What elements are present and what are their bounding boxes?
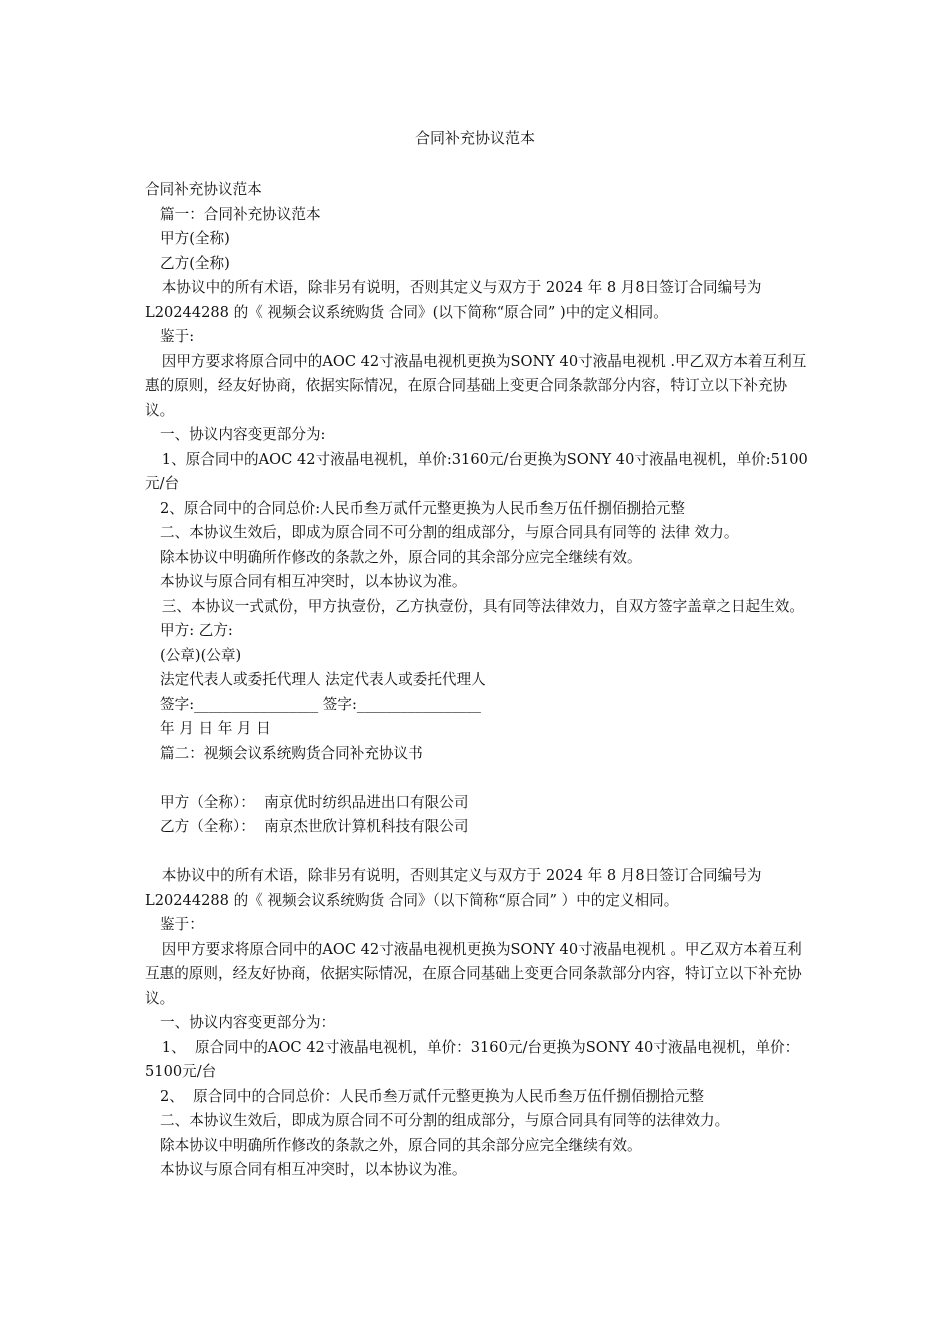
paragraph-whereas-2: 鉴于： (160, 916, 204, 933)
paragraph-heading: 合同补充协议范本 (145, 181, 262, 198)
signature-representatives: 法定代表人或委托代理人 法定代表人或委托代理人 (160, 671, 486, 688)
paragraph-definitions-2: 本协议中的所有术语，除非另有说明，否则其定义与双方于 2024 年 8 月8日签订合同编号为 L20244288 的《 视频会议系统购货 合同》（以下简称“原合同” ）中的定义相同。 (145, 867, 767, 909)
party-a-label: 甲方(全称) (160, 230, 230, 247)
clause-1-heading: 一、协议内容变更部分为: (160, 426, 326, 443)
clause-3: 三、本协议一式贰份，甲方执壹份，乙方执壹份，具有同等法律效力，自双方签字盖章之日起生效。 (161, 597, 804, 615)
clause-2-2: 二、本协议生效后，即成为原合同不可分割的组成部分，与原合同具有同等的法律效力。 (160, 1112, 730, 1129)
clause-1-item-2-2: 2、 原合同中的合同总价：人民币叁万贰仟元整更换为人民币叁万伍仟捌佰捌拾元整 (160, 1087, 704, 1105)
clause-2: 二、本协议生效后，即成为原合同不可分割的组成部分，与原合同具有同等的 法律 效力。 (160, 524, 739, 541)
clause-1-heading-2: 一、协议内容变更部分为： (160, 1014, 336, 1031)
blank-line (145, 840, 815, 865)
signature-dates: 年 月 日 年 月 日 (160, 720, 271, 737)
clause-2-conflict-2: 本协议与原合同有相互冲突时，以本协议为准。 (160, 1161, 467, 1178)
party-b-name: 乙方（全称）： 南京杰世欣计算机科技有限公司 (160, 818, 469, 835)
paragraph-definitions: 本协议中的所有术语，除非另有说明，否则其定义与双方于 2024 年 8 月8日签订合同编号为 L20244288 的《 视频会议系统购货 合同》(以下简称“原合同” )中的定义相同。 (145, 279, 767, 321)
party-a-name: 甲方（全称）： 南京优时纺织品进出口有限公司 (160, 793, 469, 811)
signature-seals: (公章)(公章) (160, 646, 242, 664)
signature-parties: 甲方: 乙方: (160, 622, 233, 639)
clause-2-continued-2: 除本协议中明确所作修改的条款之外，原合同的其余部分应完全继续有效。 (160, 1136, 642, 1154)
blank-line (145, 766, 815, 791)
party-b-label: 乙方(全称) (160, 254, 230, 272)
clause-1-item-1: 1、原合同中的AOC 42寸液晶电视机，单价:3160元/台更换为SONY 40寸液晶电视机，单价:5100元/台 (145, 450, 808, 492)
page-title: 合同补充协议范本 (414, 129, 535, 147)
clause-1-item-2: 2、原合同中的合同总价:人民币叁万贰仟元整更换为人民币叁万伍仟捌佰捌拾元整 (160, 499, 685, 517)
clause-2-conflict: 本协议与原合同有相互冲突时，以本协议为准。 (160, 573, 467, 590)
section-heading-2: 篇二：视频会议系统购货合同补充协议书 (160, 744, 423, 762)
clause-2-continued: 除本协议中明确所作修改的条款之外，原合同的其余部分应完全继续有效。 (160, 548, 642, 566)
clause-1-item-1-2: 1、 原合同中的AOC 42寸液晶电视机，单价：3160元/台更换为SONY 40寸液晶电视机，单价：5100元/台 (145, 1038, 800, 1080)
paragraph-whereas: 鉴于: (160, 328, 195, 345)
signature-lines: 签字:_________________ 签字:_________________ (160, 695, 481, 713)
paragraph-reason: 因甲方要求将原合同中的AOC 42寸液晶电视机更换为SONY 40寸液晶电视机 .甲乙双方本着互利互惠的原则，经友好协商，依据实际情况，在原合同基础上变更合同条款部分内容，特订立以下补充协议。 (145, 352, 807, 419)
paragraph-reason-2: 因甲方要求将原合同中的AOC 42寸液晶电视机更换为SONY 40寸液晶电视机 。甲乙双方本着互利互惠的原则，经友好协商，依据实际情况，在原合同基础上变更合同条款部分内容，特订立以下补充协议。 (145, 940, 802, 1007)
section-heading-1: 篇一：合同补充协议范本 (160, 205, 321, 223)
document-body (145, 178, 815, 1183)
